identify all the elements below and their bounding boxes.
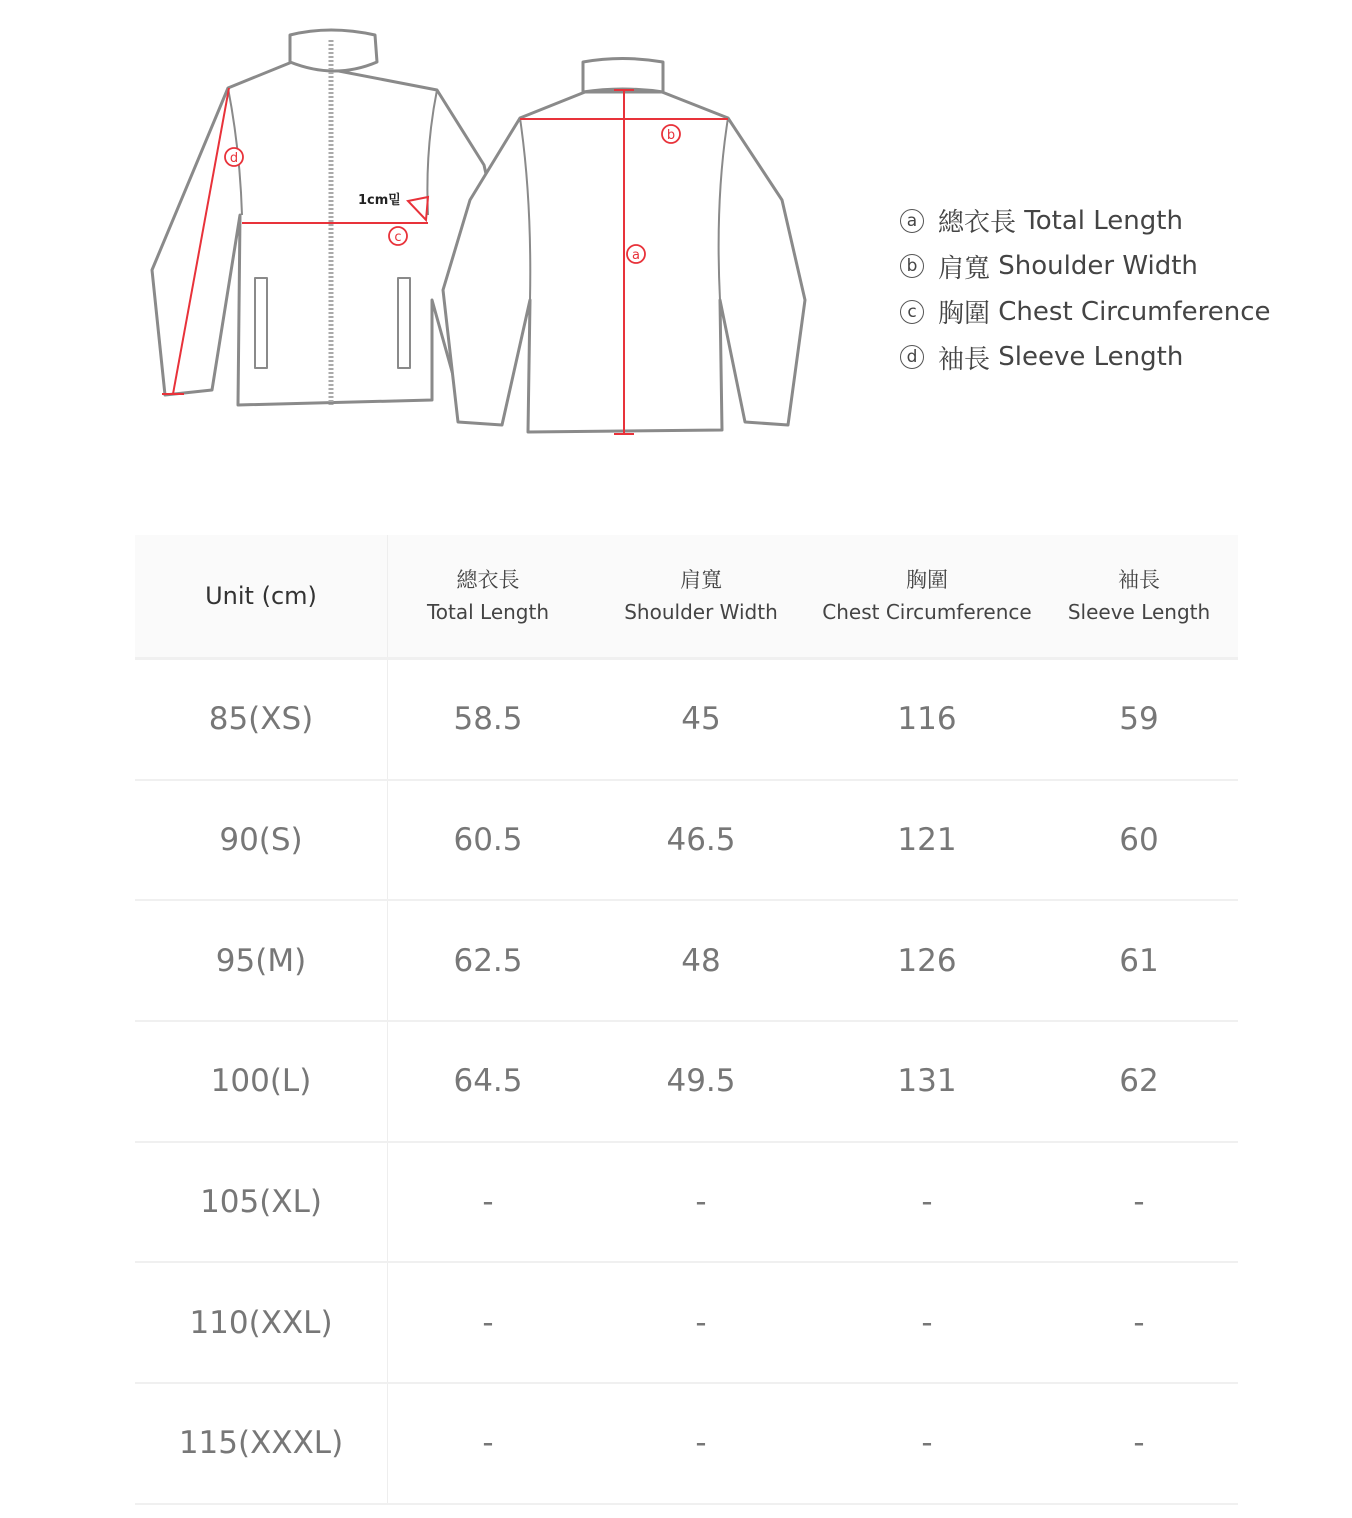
- table-row: [135, 1143, 1238, 1264]
- measurement-value: 59: [1119, 701, 1159, 738]
- legend-zh: 總衣長: [938, 208, 1017, 239]
- size-label: 95(M): [135, 901, 388, 1020]
- table-row: [135, 1384, 1238, 1505]
- column-en: Chest Circumference: [822, 600, 1032, 624]
- marker-b-icon: b: [900, 254, 924, 278]
- measurement-value: 48: [681, 942, 721, 979]
- marker-d-icon: d: [900, 345, 924, 369]
- measurement-value: -: [921, 1184, 933, 1221]
- column-header: [588, 535, 814, 657]
- measurement-value: 62.5: [453, 942, 523, 979]
- measurement-value: -: [1133, 1184, 1145, 1221]
- measurement-value: 64.5: [453, 1063, 523, 1100]
- jacket-measurement-diagram: [0, 0, 840, 450]
- legend-item-sleeve-length: [900, 335, 1271, 381]
- table-row: [135, 901, 1238, 1022]
- size-label: 115(XXXL): [135, 1384, 388, 1503]
- legend-zh: 肩寬: [938, 253, 991, 284]
- column-header: [1040, 535, 1238, 657]
- measurement-value: -: [482, 1425, 494, 1462]
- legend-item-chest: [900, 289, 1271, 335]
- measurement-value: 131: [897, 1063, 957, 1100]
- size-label: 90(S): [135, 781, 388, 900]
- measurement-value: 58.5: [453, 701, 523, 738]
- measurement-value: -: [695, 1425, 707, 1462]
- legend-en: Sleeve Length: [998, 342, 1184, 373]
- column-zh: 胸圍: [906, 568, 948, 592]
- table-row: [135, 660, 1238, 781]
- measurement-value: -: [695, 1304, 707, 1341]
- legend-en: Total Length: [1024, 205, 1183, 236]
- measurement-legend: [900, 198, 1271, 380]
- column-header: [814, 535, 1040, 657]
- column-zh: 總衣長: [456, 568, 520, 592]
- measurement-value: -: [921, 1425, 933, 1462]
- measurement-value: -: [482, 1304, 494, 1341]
- measurement-value: 126: [897, 942, 957, 979]
- measurement-value: -: [482, 1184, 494, 1221]
- column-en: Sleeve Length: [1067, 600, 1211, 624]
- size-label: 85(XS): [135, 660, 388, 779]
- marker-a-icon: a: [900, 209, 924, 233]
- legend-item-shoulder-width: [900, 244, 1271, 290]
- marker-c: c: [394, 230, 402, 245]
- table-row: [135, 1263, 1238, 1384]
- column-en: Shoulder Width: [624, 600, 778, 624]
- marker-a: a: [632, 248, 640, 263]
- measurement-value: -: [921, 1304, 933, 1341]
- measurement-value: 121: [897, 822, 957, 859]
- measurement-value: 46.5: [666, 822, 736, 859]
- legend-zh: 袖長: [938, 344, 991, 375]
- measurement-value: 116: [897, 701, 957, 738]
- marker-d: d: [229, 151, 239, 166]
- measurement-value: 62: [1119, 1063, 1159, 1100]
- legend-en: Shoulder Width: [998, 251, 1198, 282]
- size-label: 100(L): [135, 1022, 388, 1141]
- size-table: [135, 535, 1238, 1505]
- column-zh: 袖長: [1118, 568, 1160, 592]
- legend-en: Chest Circumference: [998, 296, 1271, 327]
- legend-item-total-length: [900, 198, 1271, 244]
- measurement-value: -: [1133, 1425, 1145, 1462]
- size-label: 105(XL): [135, 1143, 388, 1262]
- legend-zh: 胸圍: [938, 299, 991, 330]
- table-header: [135, 535, 1238, 660]
- column-header: [388, 535, 588, 657]
- marker-b: b: [666, 128, 676, 143]
- measurement-value: 45: [681, 701, 721, 738]
- marker-c-icon: c: [900, 300, 924, 324]
- note-label: 1cm밑: [358, 193, 401, 208]
- unit-label: Unit (cm): [135, 535, 388, 657]
- table-row: [135, 781, 1238, 902]
- measurement-value: -: [695, 1184, 707, 1221]
- measurement-value: 60: [1119, 822, 1159, 859]
- measurement-value: -: [1133, 1304, 1145, 1341]
- measurement-value: 49.5: [666, 1063, 736, 1100]
- measurement-value: 61: [1119, 942, 1159, 979]
- column-zh: 肩寬: [680, 568, 722, 592]
- table-row: [135, 1022, 1238, 1143]
- measurement-value: 60.5: [453, 822, 523, 859]
- size-label: 110(XXL): [135, 1263, 388, 1382]
- column-en: Total Length: [426, 600, 550, 624]
